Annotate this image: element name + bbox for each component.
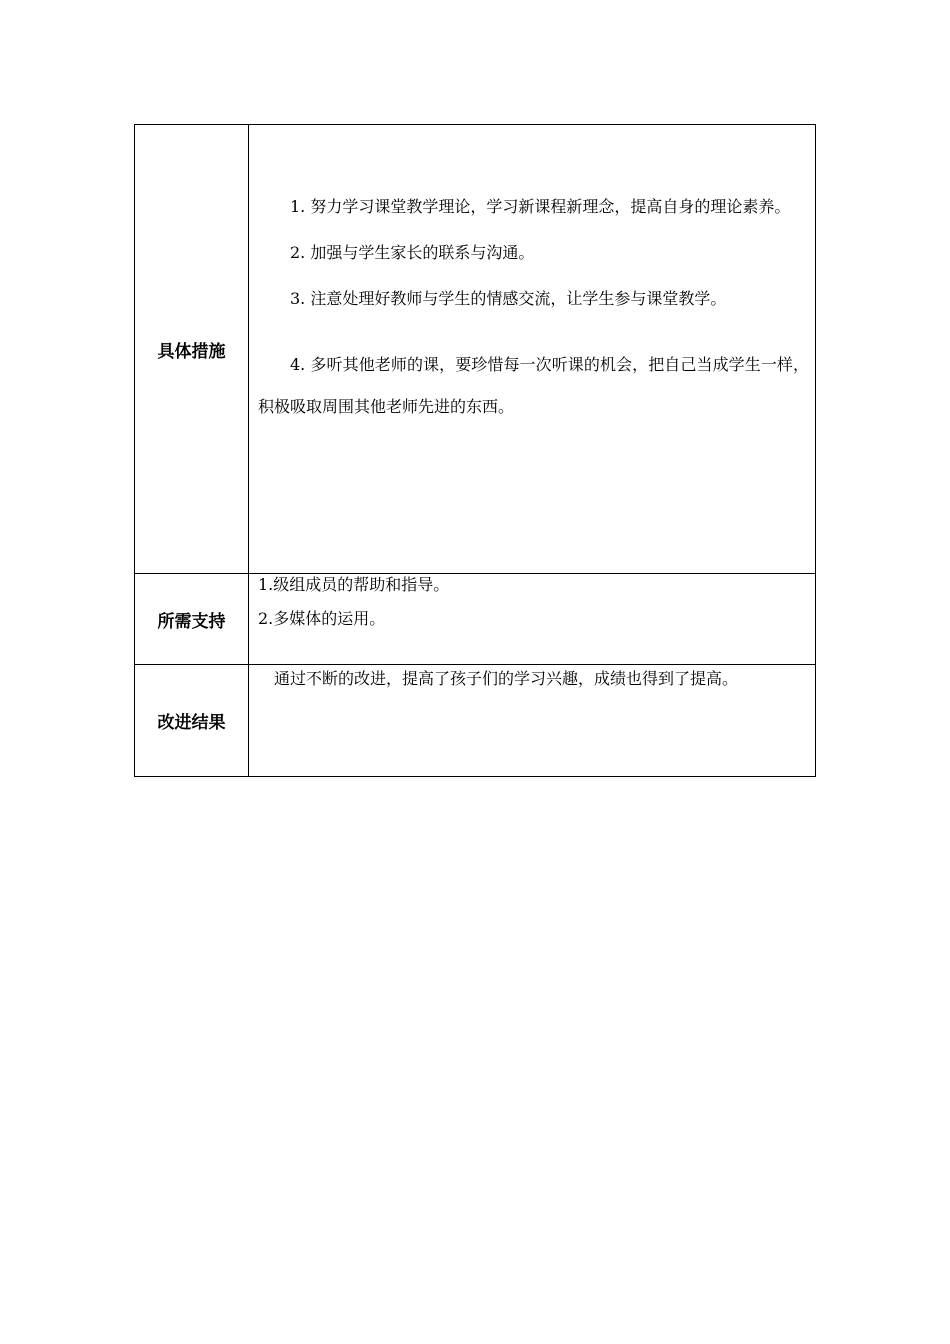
row-label-support: 所需支持	[135, 574, 249, 665]
measure-item-2: 2. 加强与学生家长的联系与沟通。	[290, 243, 535, 262]
measure-item-1: 1. 努力学习课堂教学理论，学习新课程新理念，提高自身的理论素养。	[290, 197, 791, 216]
row-label-measures: 具体措施	[135, 125, 249, 574]
measure-item-3: 3. 注意处理好教师与学生的情感交流，让学生参与课堂教学。	[290, 289, 727, 308]
row-label-result: 改进结果	[135, 665, 249, 777]
support-item-2: 2.多媒体的运用。	[258, 609, 386, 628]
support-cell	[249, 574, 816, 665]
table-row-measures	[135, 125, 816, 574]
measures-cell	[249, 125, 816, 574]
result-text: 通过不断的改进，提高了孩子们的学习兴趣，成绩也得到了提高。	[274, 669, 739, 688]
table-row-support	[135, 574, 816, 665]
plan-table	[134, 124, 816, 777]
result-text-block	[249, 667, 815, 691]
table-row-result	[135, 665, 816, 777]
measures-list	[249, 125, 815, 428]
support-item-1: 1.级组成员的帮助和指导。	[258, 575, 450, 594]
result-cell	[249, 665, 816, 777]
measure-item-4: 4. 多听其他老师的课，要珍惜每一次听课的机会，把自己当成学生一样，积极吸取周围其他老师先进的东西。	[258, 355, 809, 416]
support-list	[249, 574, 815, 630]
